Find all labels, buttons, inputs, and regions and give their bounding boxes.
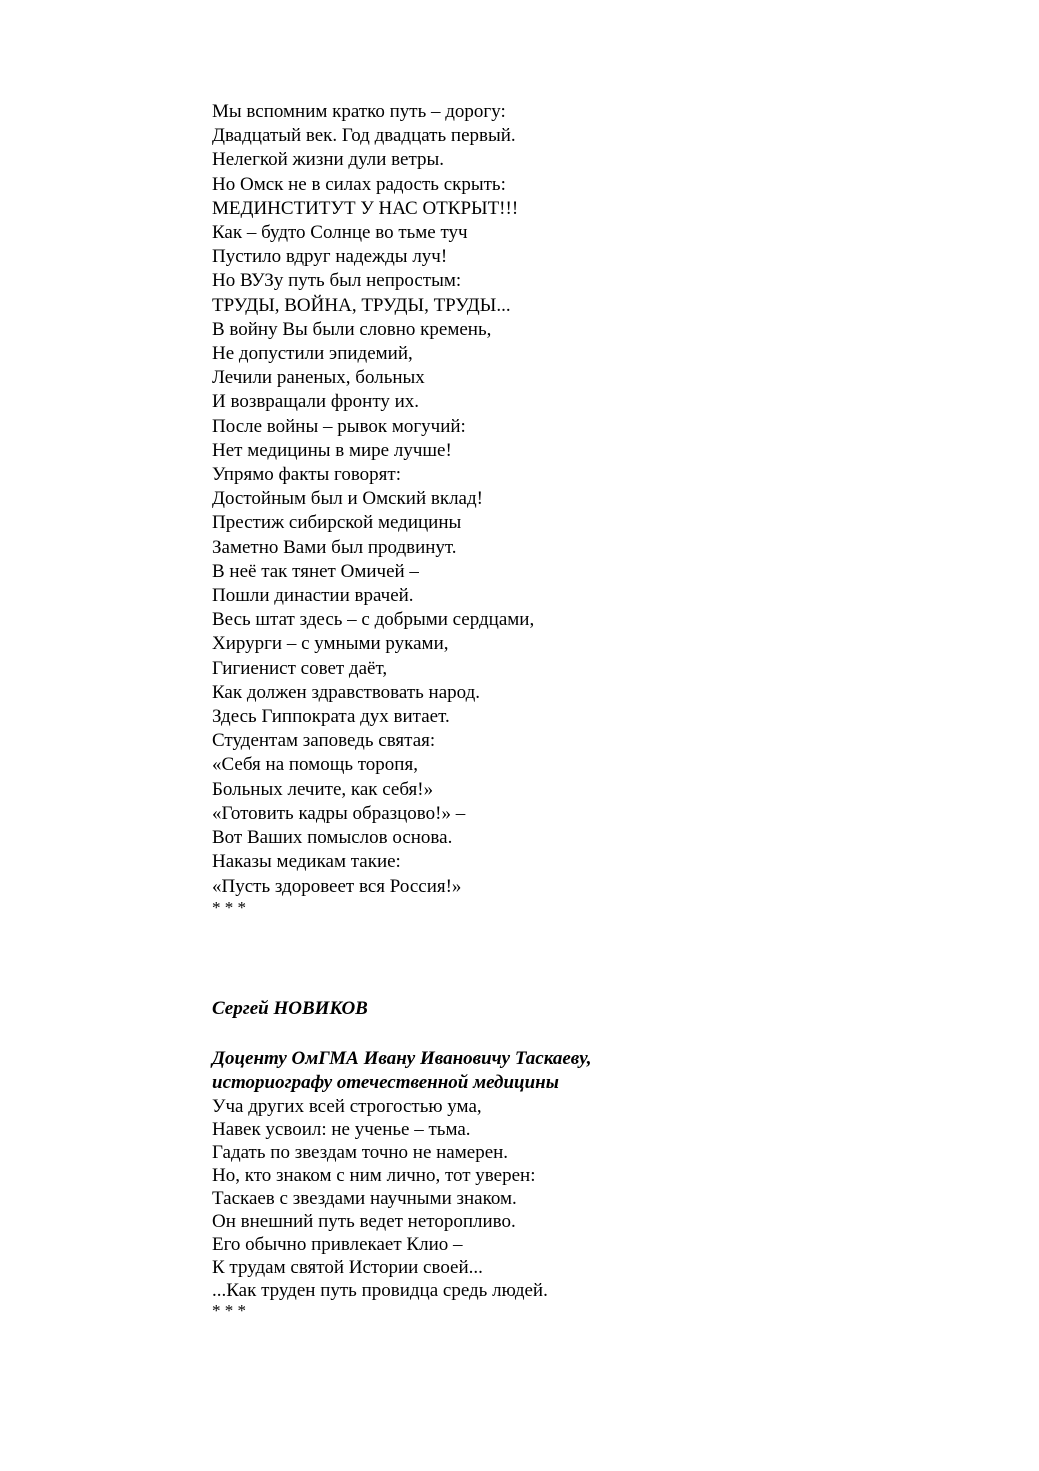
- poem-line: «Себя на помощь торопя,: [212, 754, 418, 776]
- section-separator: * * *: [212, 1301, 246, 1320]
- poem-line: Но, кто знаком с ним лично, тот уверен:: [212, 1165, 536, 1186]
- poem-line: МЕДИНСТИТУТ У НАС ОТКРЫТ!!!: [212, 197, 519, 219]
- poem-2: [212, 1095, 548, 1319]
- poem-line: Студентам заповедь святая:: [212, 730, 436, 752]
- poem-line: И возвращали фронту их.: [212, 391, 420, 413]
- poem-line: После войны – рывок могучий:: [212, 415, 466, 437]
- poem-line: Нет медицины в мире лучше!: [212, 439, 452, 461]
- dedication-line: Доценту ОмГМА Ивану Ивановичу Таскаеву,: [212, 1048, 592, 1069]
- poem-line: Он внешний путь ведет неторопливо.: [212, 1211, 516, 1232]
- poem-line: ТРУДЫ, ВОЙНА, ТРУДЫ, ТРУДЫ...: [212, 294, 511, 316]
- poem-line: Его обычно привлекает Клио –: [212, 1234, 463, 1255]
- poem-line: «Готовить кадры образцово!» –: [212, 802, 466, 824]
- poem-line: Таскаев с звездами научными знаком.: [212, 1188, 517, 1209]
- poem-line: Но ВУЗу путь был непростым:: [212, 270, 462, 292]
- poem-line: К трудам святой Истории своей...: [212, 1257, 483, 1278]
- poem-line: ...Как труден путь провидца средь людей.: [212, 1280, 548, 1301]
- poem-line: Как – будто Солнце во тьме туч: [212, 222, 468, 244]
- poem-line: Не допустили эпидемий,: [212, 343, 413, 365]
- author-name: Сергей НОВИКОВ: [212, 998, 368, 1019]
- poem-line: Навек усвоил: не ученье – тьма.: [212, 1119, 471, 1140]
- poem-line: Наказы медикам такие:: [212, 851, 401, 873]
- poem-line: Но Омск не в силах радость скрыть:: [212, 173, 506, 195]
- poem-line: Уча других всей строгостью ума,: [212, 1096, 482, 1117]
- dedication-line: историографу отечественной медицины: [212, 1072, 559, 1093]
- poem-line: Заметно Вами был продвинут.: [212, 536, 457, 558]
- poem-line: Двадцатый век. Год двадцать первый.: [212, 125, 516, 147]
- poem-line: Нелегкой жизни дули ветры.: [212, 149, 445, 171]
- poem-line: Престиж сибирской медицины: [212, 512, 462, 534]
- poem-line: В войну Вы были словно кремень,: [212, 318, 492, 340]
- poem-line: Пошли династии врачей.: [212, 585, 414, 607]
- poem-line: Хирурги – с умными руками,: [212, 633, 449, 655]
- poem-line: Больных лечите, как себя!»: [212, 778, 434, 800]
- poem-line: Весь штат здесь – с добрыми сердцами,: [212, 609, 535, 631]
- section-separator: * * *: [212, 897, 246, 917]
- poem-line: Пустило вдруг надежды луч!: [212, 246, 448, 268]
- poem-line: Достойным был и Омский вклад!: [212, 488, 483, 510]
- poem-line: Упрямо факты говорят:: [212, 464, 401, 486]
- poem-line: «Пусть здоровеет вся Россия!»: [212, 875, 462, 897]
- poem-line: Вот Ваших помыслов основа.: [212, 827, 453, 849]
- poem-1: [212, 100, 534, 916]
- poem-line: Гадать по звездам точно не намерен.: [212, 1142, 509, 1163]
- poem-line: Лечили раненых, больных: [212, 367, 425, 389]
- poem-line: Здесь Гиппократа дух витает.: [212, 706, 450, 728]
- poem-line: Мы вспомним кратко путь – дорогу:: [212, 101, 506, 122]
- poem-line: Как должен здравствовать народ.: [212, 681, 481, 703]
- poem-line: В неё так тянет Омичей –: [212, 560, 419, 582]
- poem-line: Гигиенист совет даёт,: [212, 657, 388, 679]
- poem-dedication: [212, 1047, 592, 1095]
